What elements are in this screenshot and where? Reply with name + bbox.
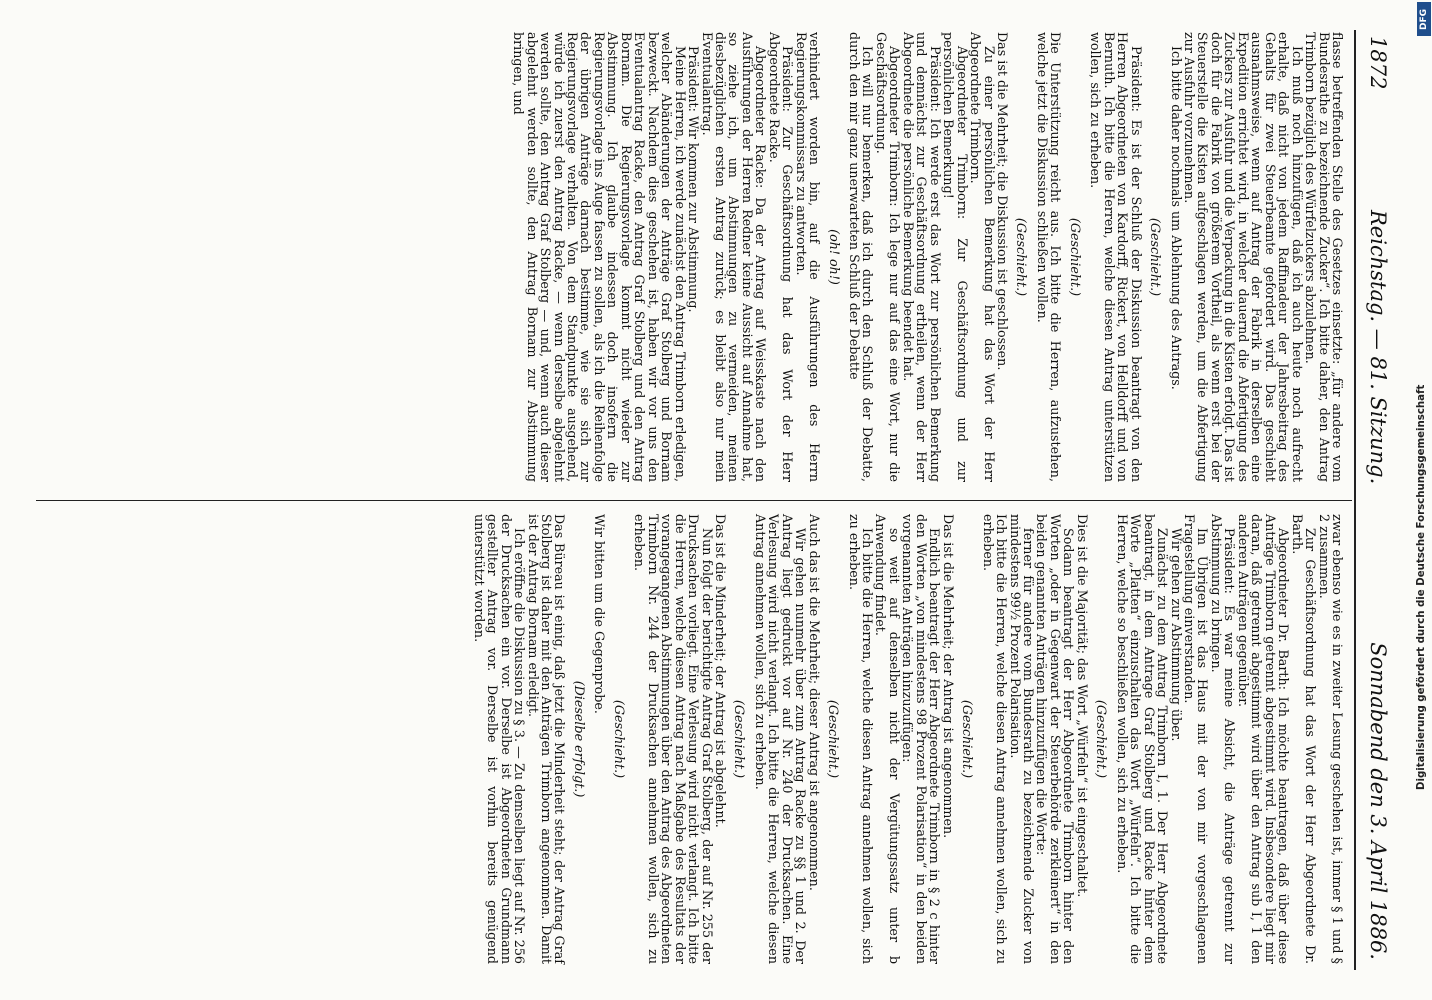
paragraph: Ich bitte die Herren, welche diesen Antrag annehmen wollen, sich zu erheben. — [846, 514, 876, 964]
paragraph: flasse betreffenden Stelle des Gesetzes einsetzte: „für andere vom Bundesrathe zu bezeichnende Zucker“. Ich bitte daher, den Antrag Trimborn bezüglich des Würfelzuckers abzulehnen. — [1303, 32, 1345, 482]
paragraph: Zur Geschäftsordnung hat das Wort der Herr Abgeordnete Dr. Barth. — [1289, 514, 1319, 964]
paragraph: verhindert worden bin, auf die Ausführungen des Herrn Regierungskommissars zu antworten. — [793, 32, 823, 482]
paragraph: Wir gehen nunmehr über zum Antrag Racke zu §§ 1 und 2. Der Antrag liegt gedruckt vor auf Nr. 240 der Drucksachen. Eine Verlesung wird nicht verlangt. Ich bitte die Herren, welche diesen Antrag annehmen wollen, sich zu erheben. — [752, 514, 809, 964]
digitization-credit: Digitalisierung gefördert durch die Deutsche Forschungsgemeinschaft — [1416, 384, 1427, 790]
stage-direction: (Geschieht.) — [1014, 217, 1030, 297]
paragraph: Dies ist die Majorität; das Wort „Würfeln“ ist eingeschaltet. — [1074, 514, 1090, 898]
paragraph: Ich eröffne die Diskussion zu § 3. — Zu demselben liegt auf Nr. 256 der Drucksachen ein vor. Derselbe ist Abgeordneten Grundmann gestellter Antrag vor. Derselbe ist vorhin bereits genügend unterstützt worden. — [471, 514, 528, 964]
column-divider — [36, 500, 1352, 501]
paragraph: Endlich beantragt der Herr Abgeordnete Trimborn in § 2 c hinter den Worten „von mindestens 98 Prozent Polarisation“ in den beiden vorgenannten Anträgen hinzuzufügen: — [900, 514, 943, 964]
dfg-logo: DFG — [1417, 2, 1431, 36]
paragraph: Im Übrigen ist das Haus mit der von mir vorgeschlagenen Fragestellung einverstanden. — [1182, 514, 1211, 964]
paragraph: Präsident: Ich werde erst das Wort zur persönlichen Bemerkung und demnächst zur Geschäftsordnung ertheilen, wenn der Herr Abgeordnete die persönliche Bemerkung beendet hat. — [900, 32, 943, 482]
paragraph: Abgeordneter Trimborn: Ich lege nur auf das eine Wort, nur die Geschäftsordnung. — [873, 32, 903, 482]
stage-direction: (Geschieht.) — [732, 699, 748, 779]
page-header — [1358, 30, 1396, 970]
stage-direction: (Geschieht.) — [1148, 217, 1164, 297]
paragraph: Das Büreau ist einig, daß jetzt die Minderheit steht; der Antrag Graf Stolberg ist daher mit den Anträgen Trimborn angenommen. Damit ist der Antrag Bornam erledigt. — [525, 514, 568, 964]
left-column — [36, 32, 1344, 482]
paragraph: Ich will nur bemerken, daß ich durch den Schluß der Debatte, durch den mir ganz unerwarteten Schluß der Debatte — [847, 32, 876, 482]
paragraph: Präsident: Es ist der Schluß der Diskussion beantragt von den Herren Abgeordneten von Kardorff, Rickert, von Helldorff und von Bernuth. Ich bitte die Herren, welche diesen Antrag unterstützen wollen, sich zu erheben. — [1088, 32, 1144, 482]
rotated-page — [36, 30, 1396, 970]
paragraph: Das ist die Mehrheit; der Antrag ist angenommen. — [940, 514, 956, 839]
paragraph: Ich bitte die Herren, welche diesen Antrag annehmen wollen, sich zu erheben. — [980, 514, 1010, 964]
paragraph: Das ist die Mehrheit; die Diskussion ist geschlossen. — [995, 32, 1011, 371]
stage-direction: (Geschieht.) — [960, 699, 976, 779]
header-rule — [1354, 30, 1356, 970]
stage-direction: (Dieselbe erfolgt.) — [571, 680, 587, 798]
paragraph: Nun folgt der berichtigte Antrag Graf Stolberg, der auf Nr. 255 der Drucksachen vorliegt. Eine Verlesung wird nicht verlangt. Ich bitte die Herren, welche diesen Antrag nach Maßgabe des Resultats der vorangegangenen Abstimmungen über den Antrag des Abgeordneten Trimborn Nr. 244 der Drucksachen annehmen wollen, sich zu erheben. — [632, 514, 715, 964]
paragraph: Zunächst zu dem Antrag Trimborn I, 1. Der Herr Abgeordnete beantragt, in dem Antrage Graf Stolberg und Racke hinter dem Worte „Platten“ einzuschalten das Wort „Würfeln“. Ich bitte die Herren, welche so beschließen wollen, sich zu erheben. — [1114, 514, 1171, 964]
paragraph: Präsident: Zur Geschäftsordnung hat das Wort der Herr Abgeordnete Racke. — [766, 32, 796, 482]
paragraph: Zu einer persönlichen Bemerkung hat das Wort der Herr Abgeordnete Trimborn. — [968, 32, 997, 482]
paragraph: Meine Herren, ich werde zunächst den Antrag Trimborn erledigen, welcher Abänderungen der Anträge Graf Stolberg und Bornam bezweckt. Nachdem dies geschehen ist, haben wir vor uns den Eventualantrag Racke, den Antrag Graf Stolberg und den Antrag Bornam. Die Regierungsvorlage kommt nicht wieder zur Abstimmung. Ich glaube indessen doch insofern die Regierungsvorlage ins Auge fassen zu sollen, als ich die Reihenfolge der übrigen Anträge darnach bestimme, wie sie sich zur Regierungsvorlage verhalten. Von dem Standpunkte ausgehend, würde ich zuerst den Antrag Racke, — wenn derselbe abgelehnt werden sollte, den Antrag Graf Stolberg — und, wenn auch dieser abgelehnt werden sollte, den Antrag Bornam zur Abstimmung bringen, und — [511, 32, 688, 482]
paragraph: Präsident: Es war meine Absicht, die Anträge getrennt zur Abstimmung zu bringen. — [1208, 514, 1238, 964]
paragraph: Abgeordneter Trimborn: Zur Geschäftsordnung und zur persönlichen Bemerkung! — [941, 32, 970, 482]
paragraph: Sodann beantragt der Herr Abgeordnete Trimborn hinter den Worten „oder in Gegenwart der Steuerbehörde zerkleinert“ in den beiden genannten Anträgen hinzuzufügen die Worte: — [1034, 514, 1077, 964]
paragraph: Wir bitten um die Gegenprobe. — [592, 514, 608, 714]
stage-direction: (Geschieht.) — [1094, 699, 1110, 779]
paragraph: Auch das ist die Mehrheit; dieser Antrag ist angenommen. — [806, 514, 822, 891]
paragraph: zwar ebenso wie es in zweiter Lesung geschehen ist, immer § 1 und § 2 zusammen. — [1316, 514, 1345, 964]
stage-direction: (Geschieht.) — [1067, 217, 1083, 297]
page-number: 1872 — [1366, 36, 1390, 90]
stage-direction: (Geschieht.) — [826, 699, 842, 779]
paragraph: Wir gehen zur Abstimmung über. — [1168, 528, 1184, 742]
paragraph: Präsident: Wir kommen zur Abstimmung. — [686, 46, 702, 313]
paragraph: Ich muß noch hinzufügen, daß ich auch heute noch aufrecht erhalte, daß nicht von jedem Raffinadeur der Jahresbeitrag des Gehalts für zwei Steuerbeamte gefordert wird. Das geschieht ausnahmsweise, wenn auf Antrag der Fabrik in derselben eine Expedition errichtet wird, in welcher dauernd die Abfertigung des Zuckers zur Ausfuhr und die Verpackung in die Kisten erfolgt. Das ist doch für die Fabrik von größerem Vortheil, als wenn erst bei der Steuerstelle die Kisten aufgeschlagen werden, um die Abfertigung zur Ausfuhr vorzunehmen. — [1182, 32, 1305, 482]
right-column — [36, 514, 1344, 964]
quoted-amendment: so weit auf denselben nicht der Vergütungssatz unter b Anwendung findet. — [873, 514, 902, 964]
paragraph: Abgeordneter Racke: Da der Antrag auf Weisskaste nach den Ausführungen der Herren Redner keine Aussicht auf Annahme hat, so ziehe ich, um Abstimmungen zu vermeiden, meinen diesbezüglichen ersten Antrag zurück; es bleibt also nur mein Eventualantrag. — [699, 32, 769, 482]
quoted-amendment: ferner für andere vom Bundesrath zu bezeichnende Zucker von mindestens 99½ Prozent Polarisation. — [1007, 514, 1037, 964]
paragraph: Ich bitte daher nochmals um Ablehnung des Antrags. — [1168, 46, 1184, 390]
stage-direction: (oh! oh!) — [826, 229, 842, 285]
paragraph: Die Unterstützung reicht aus. Ich bitte die Herren, aufzustehen, welche jetzt die Diskussion schließen wollen. — [1034, 32, 1064, 482]
paragraph: Abgeordneter Dr. Barth: Ich möchte beantragen, daß über diese Anträge Trimborn getrennt abgestimmt wird. Insbesondere liegt mir daran, daß getrennt abgestimmt wird über den Antrag sub I, 1 den anderen Anträgen gegenüber. — [1235, 514, 1292, 964]
running-title: Reichstag. — 81. Sitzung. — [1366, 210, 1390, 485]
session-date: Sonnabend den 3. April 1886. — [1366, 642, 1390, 960]
paragraph: Das ist die Minderheit; der Antrag ist abgelehnt. — [712, 514, 728, 828]
stage-direction: (Geschieht.) — [611, 699, 627, 779]
